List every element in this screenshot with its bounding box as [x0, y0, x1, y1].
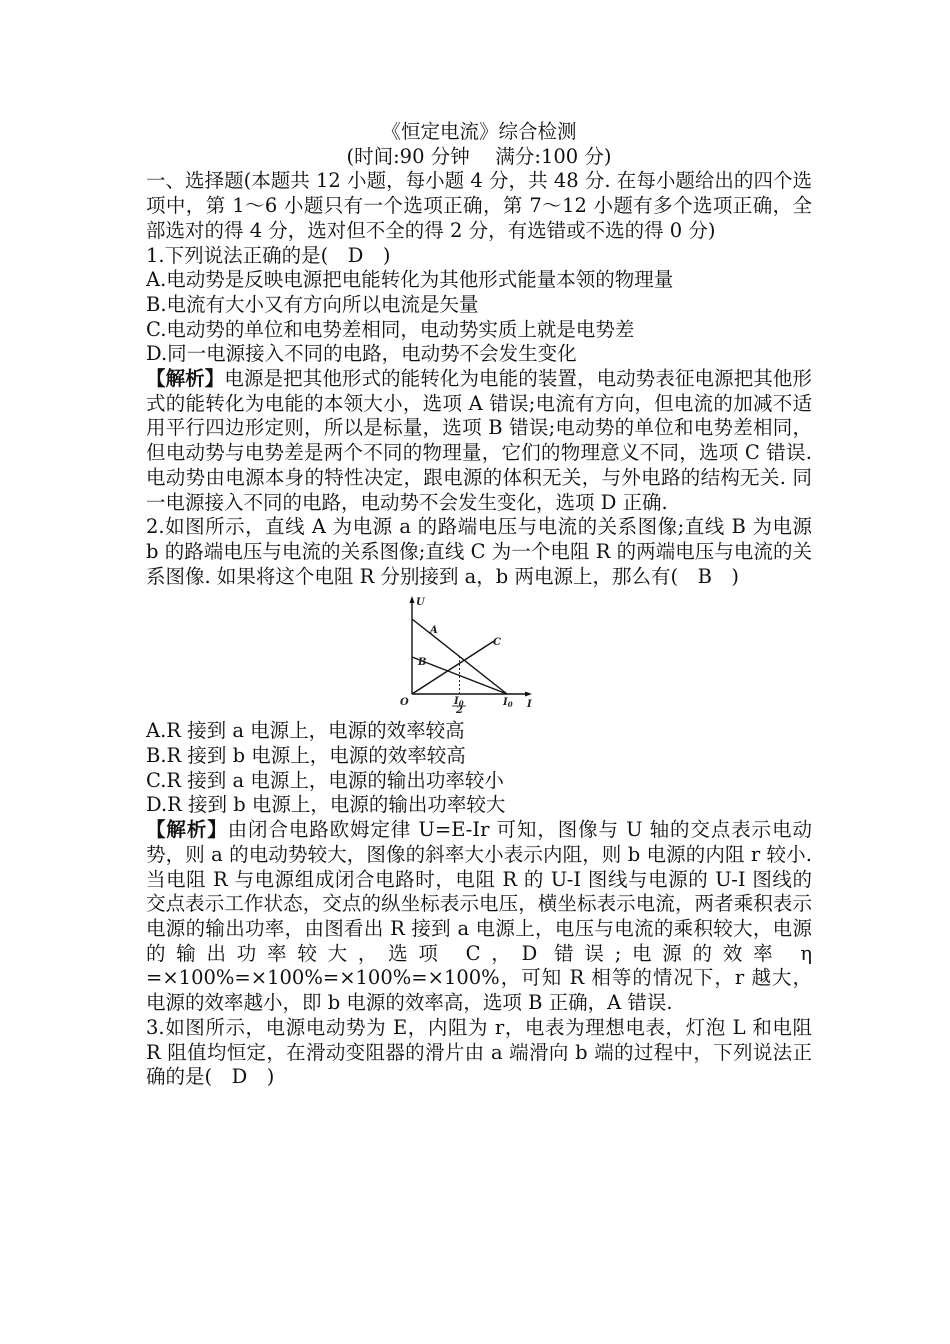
exam-info: (时间:90 分钟 满分:100 分)	[346, 144, 612, 168]
analysis-text: 由闭合电路欧姆定律 U=E-Ir 可知，图像与 U 轴的交点表示电动势，则 a 的电动势较大，图像的斜率大小表示内阻，则 b 电源的内阻 r 较小. 当电阻 R 与电源组成闭合电路时，电阻 R 的 U-I 图线与电源的 U-I 图线的交点表示工作状态，交点的纵坐标表示电压，横坐标表示电流，两者乘积表示电源的输出功率，由图看出 R 接到 a 电源上，电压与电流的乘积较大，电源的输出功率较大，选项 C，D 错误;电源的效率 η =×100%=×100%=×100%=×100%，可知 R 相等的情况下，r 越大，电源的效率越小，即 b 电源的效率高，选项 B 正确，A 错误.	[146, 818, 812, 1015]
question-1-analysis	[146, 367, 812, 515]
question-1-stem: 1.下列说法正确的是( D )	[146, 243, 391, 267]
u-i-graph-svg	[394, 595, 534, 713]
question-1-option-b: B.电流有大小又有方向所以电流是矢量	[146, 292, 479, 316]
document-page	[146, 120, 812, 1090]
question-2-option-d: D.R 接到 b 电源上，电源的输出功率较大	[146, 793, 506, 817]
line-b-label: B	[418, 657, 427, 669]
question-2-option-b: B.R 接到 b 电源上，电源的效率较高	[146, 744, 466, 768]
question-1-option-d: D.同一电源接入不同的电路，电动势不会发生变化	[146, 342, 577, 366]
i-axis-arrow	[525, 692, 532, 697]
line-c-label: C	[493, 637, 501, 649]
question-1-option-a: A.电动势是反映电源把电能转化为其他形式能量本领的物理量	[146, 268, 674, 292]
question-3-stem: 3.如图所示，电源电动势为 E，内阻为 r，电表为理想电表，灯泡 L 和电阻 R 阻值均恒定，在滑动变阻器的滑片由 a 端滑向 b 端的过程中，下列说法正确的是( D )	[146, 1015, 812, 1089]
analysis-tag: 【解析】	[146, 818, 228, 842]
analysis-text: 电源是把其他形式的能转化为电能的装置，电动势表征电源把其他形式的能转化为电能的本领大小，选项 A 错误;电流有方向，但电流的加减不适用平行四边形定则，所以是标量，选项 B 错误;电动势的单位和电势差相同，但电动势与电势差是两个不同的物理量，它们的物理意义不同，选项 C 错误. 电动势由电源本身的特性决定，跟电源的体积无关，与外电路的结构无关. 同一电源接入不同的电路，电动势不会发生变化，选项 D 正确.	[146, 367, 812, 514]
question-2-option-c: C.R 接到 a 电源上，电源的输出功率较小	[146, 768, 504, 792]
i-axis-label: I	[527, 699, 532, 711]
section-heading: 一、选择题(本题共 12 小题，每小题 4 分，共 48 分. 在每小题给出的四个选项中，第 1～6 小题只有一个选项正确，第 7～12 小题有多个选项正确，全部选对的得 4 分，选对但不全的得 2 分，有选错或不选的得 0 分)	[146, 169, 812, 242]
u-axis-arrow	[410, 596, 415, 603]
analysis-tag: 【解析】	[146, 367, 225, 391]
question-2-stem: 2.如图所示，直线 A 为电源 a 的路端电压与电流的关系图像;直线 B 为电源 b 的路端电压与电流的关系图像;直线 C 为一个电阻 R 的两端电压与电流的关系图像. 如果将这个电阻 R 分别接到 a，b 两电源上，那么有( B )	[146, 515, 812, 588]
question-2-analysis	[146, 818, 812, 1016]
tick-half-i0-label: $I_0$	[454, 696, 464, 709]
question-1-option-c: C.电动势的单位和电势差相同，电动势实质上就是电势差	[146, 317, 635, 341]
u-i-graph	[394, 595, 534, 713]
tick-i0-label: $I_0$	[503, 697, 513, 710]
origin-label: O	[400, 697, 409, 709]
tick-half-denominator: 2	[456, 705, 463, 714]
question-2-option-a: A.R 接到 a 电源上，电源的效率较高	[146, 719, 465, 743]
line-a-label: A	[430, 625, 438, 637]
page-title: 《恒定电流》综合检测	[381, 120, 577, 143]
u-axis-label: U	[416, 597, 425, 609]
